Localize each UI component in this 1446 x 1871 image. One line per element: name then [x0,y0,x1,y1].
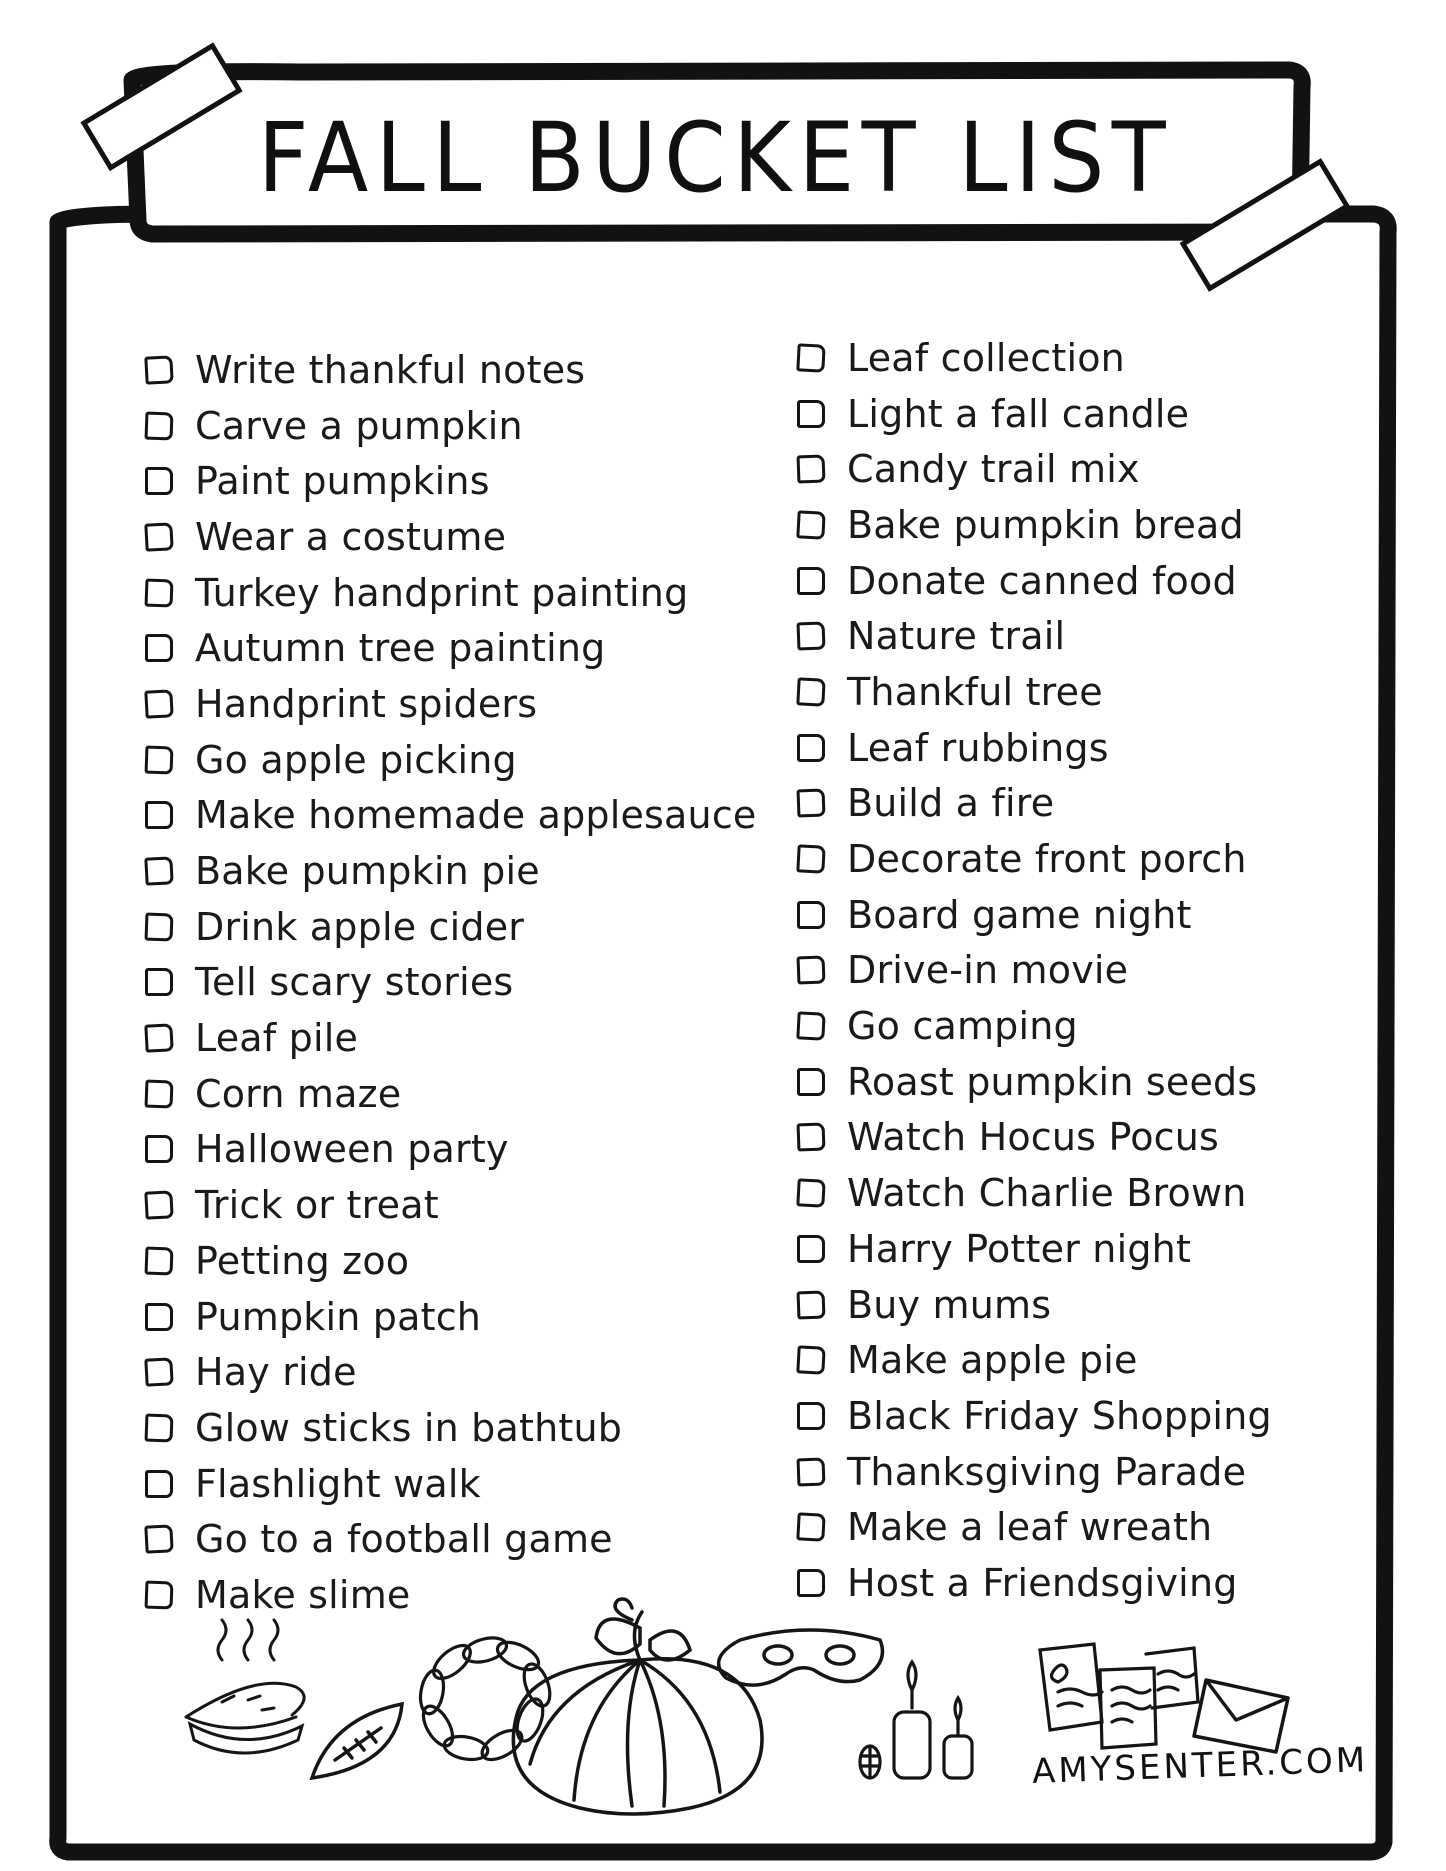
item-label: Host a Friendsgiving [847,1560,1238,1605]
checklist-item[interactable] [145,1344,785,1400]
checkbox[interactable] [797,956,826,985]
checkbox[interactable] [797,901,825,929]
checkbox[interactable] [796,1178,825,1207]
checkbox[interactable] [796,1011,825,1040]
checklist-item[interactable] [797,776,1317,832]
checklist-item[interactable] [145,1010,785,1066]
checklist-item[interactable] [145,1233,785,1289]
item-label: Make apple pie [847,1338,1138,1383]
item-label: Go to a football game [195,1517,613,1562]
checklist-item[interactable] [145,899,785,955]
checkbox[interactable] [796,677,825,706]
item-label: Thankful tree [847,669,1103,714]
checkbox[interactable] [145,634,173,662]
checklist-item[interactable] [797,1110,1317,1166]
checkbox[interactable] [796,1346,825,1375]
checklist-item[interactable] [797,1332,1317,1388]
checklist-item[interactable] [145,843,785,899]
checklist-item[interactable] [145,788,785,844]
checklist-item[interactable] [145,676,785,732]
page-title: FALL BUCKET LIST [257,101,1173,214]
item-label: Bake pumpkin pie [195,849,540,894]
item-label: Decorate front porch [847,837,1247,882]
checkbox[interactable] [797,567,825,595]
checklist-item[interactable] [797,1499,1317,1555]
mask-icon [719,1630,883,1685]
checkbox[interactable] [144,522,173,551]
checkbox[interactable] [796,1513,825,1542]
item-label: Candy trail mix [847,447,1140,492]
checklist-item[interactable] [797,1388,1317,1444]
checklist-item[interactable] [797,330,1317,386]
item-label: Autumn tree painting [195,626,606,671]
right-checklist [797,330,1317,1611]
checkbox[interactable] [144,355,173,384]
item-label: Leaf pile [195,1016,359,1061]
checkbox[interactable] [144,689,173,718]
item-label: Make slime [195,1572,411,1617]
checklist-item[interactable] [145,509,785,565]
website-credit: AMYSENTER.COM [1031,1740,1369,1792]
checkbox[interactable] [144,1358,173,1387]
checkbox[interactable] [145,1413,174,1442]
item-label: Glow sticks in bathtub [195,1405,623,1450]
item-label: Hay ride [195,1350,357,1395]
checklist-item[interactable] [145,342,785,398]
checkbox[interactable] [797,1402,825,1430]
checklist-item[interactable] [145,1289,785,1345]
checkbox[interactable] [797,622,826,651]
checklist-item[interactable] [797,1555,1317,1611]
item-label: Go apple picking [195,737,517,782]
checkbox[interactable] [145,912,174,941]
checklist-item[interactable] [145,955,785,1011]
checkbox[interactable] [797,1068,825,1096]
checklist-item[interactable] [797,664,1317,720]
checkbox[interactable] [797,1290,826,1319]
checkbox[interactable] [144,1023,173,1052]
checkbox[interactable] [797,734,825,762]
checkbox[interactable] [144,856,173,885]
checklist-item[interactable] [145,1511,785,1567]
checkbox[interactable] [145,801,173,829]
envelope-icon [1194,1680,1288,1752]
checklist-item[interactable] [797,608,1317,664]
checkbox[interactable] [145,745,174,774]
checkbox[interactable] [796,844,825,873]
item-label: Buy mums [847,1282,1052,1327]
notes-icon [1040,1644,1198,1748]
item-label: Turkey handprint painting [195,570,689,615]
item-label: Make homemade applesauce [195,793,757,838]
item-label: Go camping [847,1004,1078,1049]
checklist-item[interactable] [145,1177,785,1233]
item-label: Thanksgiving Parade [847,1449,1247,1494]
item-label: Drive-in movie [847,948,1129,993]
checklist-item[interactable] [797,441,1317,497]
checklist-item[interactable] [145,732,785,788]
checklist-item[interactable] [797,887,1317,943]
checklist-item[interactable] [145,1400,785,1456]
left-checklist [145,342,785,1623]
checkbox[interactable] [145,411,174,440]
pumpkin-icon [513,1599,762,1814]
item-label: Build a fire [847,781,1055,826]
checklist-item[interactable] [145,1456,785,1512]
football-icon [312,1704,402,1778]
item-label: Leaf collection [847,335,1125,380]
item-label: Petting zoo [195,1238,410,1283]
checkbox[interactable] [145,1580,174,1609]
item-label: Harry Potter night [847,1226,1192,1271]
pie-icon [186,1620,304,1753]
item-label: Bake pumpkin bread [847,502,1244,547]
item-label: Board game night [847,892,1192,937]
item-label: Leaf rubbings [847,725,1109,770]
item-label: Make a leaf wreath [847,1505,1213,1550]
item-label: Nature trail [847,614,1066,659]
title-banner [150,90,1280,225]
checklist-item[interactable] [797,553,1317,609]
item-label: Pumpkin patch [195,1294,482,1339]
item-label: Light a fall candle [847,391,1190,436]
checklist-item[interactable] [145,1567,785,1623]
item-label: Trick or treat [195,1183,439,1228]
item-label: Black Friday Shopping [847,1393,1272,1438]
checkbox[interactable] [144,1525,173,1554]
checkbox[interactable] [796,343,825,372]
checklist-item[interactable] [797,497,1317,553]
item-label: Watch Hocus Pocus [847,1115,1220,1160]
checkbox[interactable] [797,455,826,484]
checkbox[interactable] [145,1079,174,1108]
checklist-item[interactable] [797,1221,1317,1277]
checklist-item[interactable] [797,720,1317,776]
item-label: Watch Charlie Brown [847,1171,1247,1216]
checkbox[interactable] [145,467,173,495]
checklist-item[interactable] [797,1165,1317,1221]
item-label: Tell scary stories [195,960,514,1005]
checkbox[interactable] [797,1123,826,1152]
item-label: Donate canned food [847,558,1237,603]
checklist-item[interactable] [145,453,785,509]
checklist-item[interactable] [797,386,1317,442]
checkbox[interactable] [145,1135,173,1163]
checklist-item[interactable] [797,998,1317,1054]
item-label: Corn maze [195,1071,402,1116]
checkbox[interactable] [796,510,825,539]
item-label: Paint pumpkins [195,459,490,504]
checkbox[interactable] [145,578,174,607]
item-label: Carve a pumpkin [195,403,523,448]
item-label: Write thankful notes [195,347,586,392]
checklist-item[interactable] [797,1277,1317,1333]
checklist-item[interactable] [797,1444,1317,1500]
checklist-item[interactable] [797,831,1317,887]
checkbox[interactable] [797,789,826,818]
checkbox[interactable] [797,400,825,428]
leaf-wreath-icon [417,1634,555,1766]
checkbox[interactable] [145,968,173,996]
checkbox[interactable] [145,1246,174,1275]
checklist-item[interactable] [145,620,785,676]
item-label: Flashlight walk [195,1461,481,1506]
item-label: Wear a costume [195,514,507,559]
checklist-item[interactable] [145,1122,785,1178]
checkbox[interactable] [797,1457,826,1486]
item-label: Roast pumpkin seeds [847,1059,1258,1104]
item-label: Handprint spiders [195,681,538,726]
item-label: Halloween party [195,1127,509,1172]
item-label: Drink apple cider [195,904,525,949]
checkbox[interactable] [144,1190,173,1219]
checkbox[interactable] [145,1303,173,1331]
checkbox[interactable] [145,1470,173,1498]
checkbox[interactable] [797,1235,825,1263]
checkbox[interactable] [797,1569,825,1597]
checklist-item[interactable] [145,398,785,454]
checklist-item[interactable] [145,565,785,621]
checklist-item[interactable] [797,943,1317,999]
checklist-item[interactable] [145,1066,785,1122]
checklist-item[interactable] [797,1054,1317,1110]
candles-icon [860,1662,972,1778]
